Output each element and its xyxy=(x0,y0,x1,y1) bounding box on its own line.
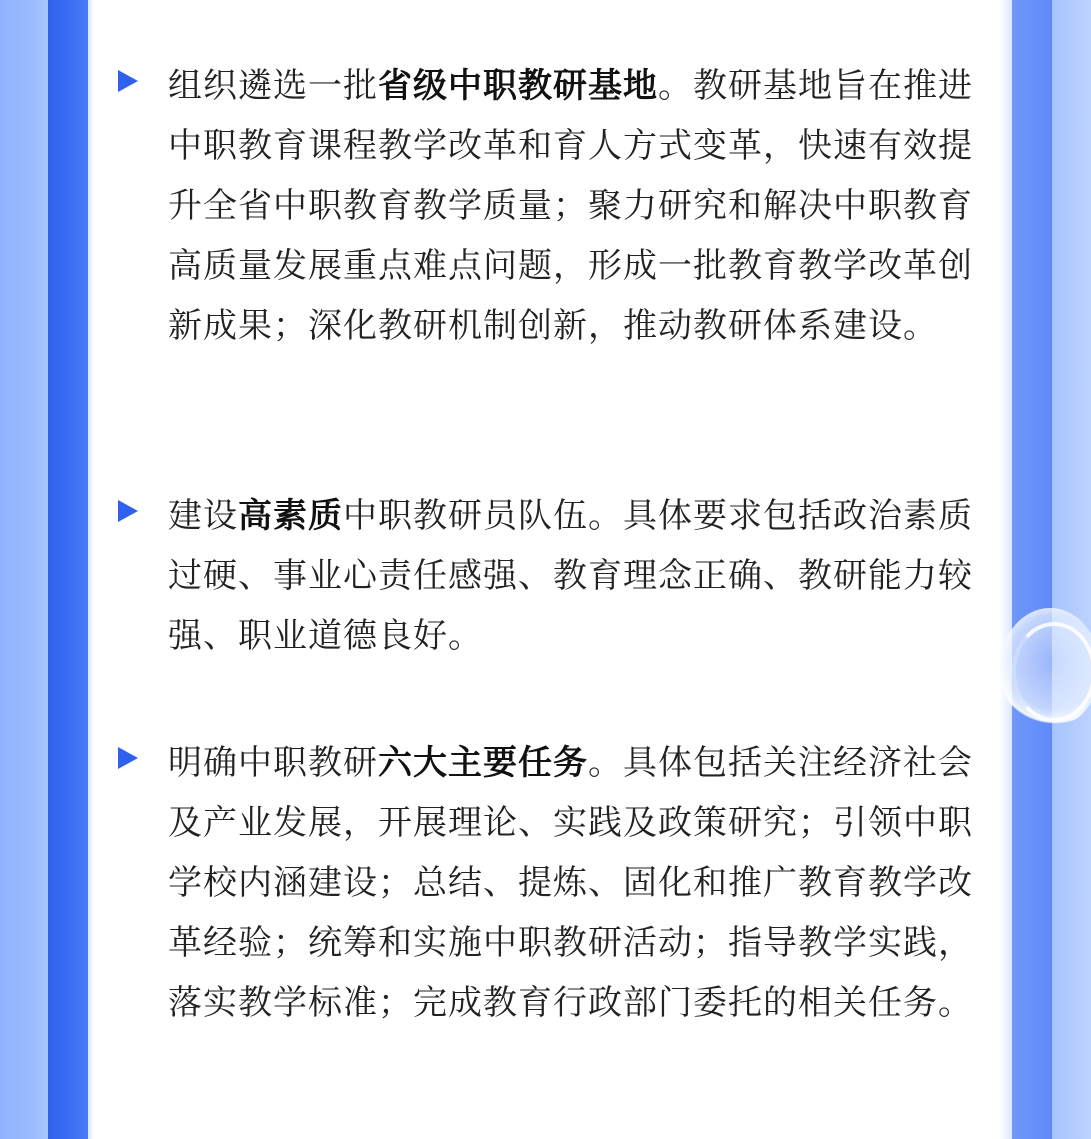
left-frame-outer xyxy=(0,0,48,1139)
item-highlight: 高素质 xyxy=(238,496,343,536)
item-lead: 组织遴选一批 xyxy=(168,66,378,106)
left-frame-inner xyxy=(48,0,88,1139)
content-card xyxy=(94,0,1000,1139)
item-text xyxy=(168,733,986,1033)
item-body: 。教研基地旨在推进中职教育课程教学改革和育人方式变革，快速有效提升全省中职教育教学质量；聚力研究和解决中职教育高质量发展重点难点问题，形成一批教育教学改革创新成果；深化教研机制创新，推动教研体系建设。 xyxy=(168,66,973,346)
right-frame-outer xyxy=(1052,0,1091,1139)
item-text xyxy=(168,486,986,666)
triangle-right-icon xyxy=(118,500,138,522)
right-frame-inner xyxy=(1012,0,1052,1139)
item-highlight: 省级中职教研基地 xyxy=(378,66,658,106)
item-body: 中职教研员队伍。具体要求包括政治素质过硬、事业心责任感强、教育理念正确、教研能力较强、职业道德良好。 xyxy=(168,496,973,656)
item-body: 。具体包括关注经济社会及产业发展，开展理论、实践及政策研究；引领中职学校内涵建设；总结、提炼、固化和推广教育教学改革经验；统筹和实施中职教研活动；指导教学实践，落实教学标准；完成教育行政部门委托的相关任务。 xyxy=(168,743,973,1023)
triangle-right-icon xyxy=(118,70,138,92)
right-frame-edge xyxy=(1000,0,1012,1139)
item-lead: 明确中职教研 xyxy=(168,743,378,783)
triangle-right-icon xyxy=(118,747,138,769)
item-text xyxy=(168,56,986,356)
item-highlight: 六大主要任务 xyxy=(378,743,588,783)
item-lead: 建设 xyxy=(168,496,238,536)
decorative-bubble-ring xyxy=(1012,622,1091,722)
